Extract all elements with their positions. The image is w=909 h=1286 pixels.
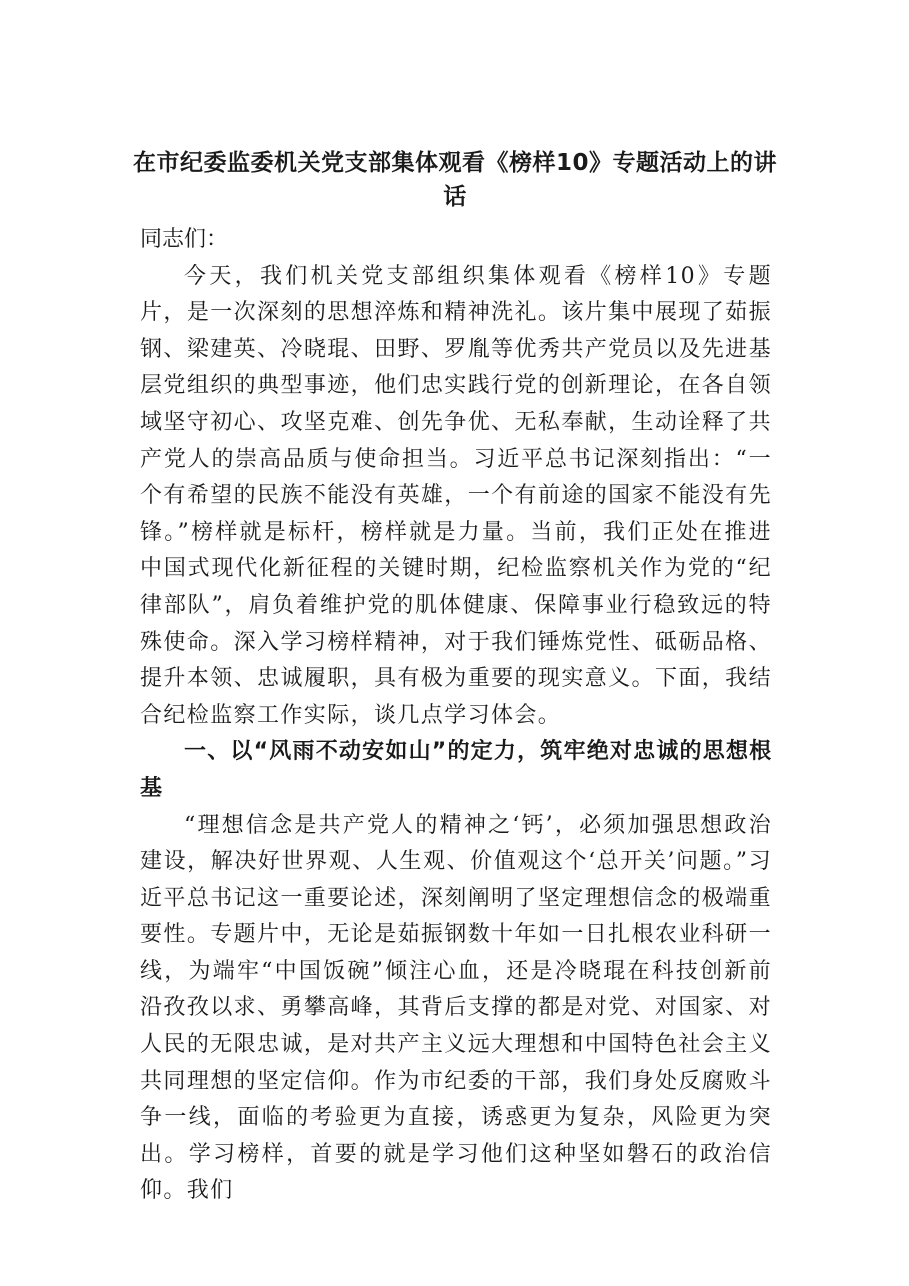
paragraph-section-1: “理想信念是共产党人的精神之‘钙’，必须加强思想政治建设，解决好世界观、人生观、价值观这个‘总开关’问题。”习近平总书记这一重要论述，深刻阐明了坚定理想信念的极端重要性。专题片中，无论是茹振钢数十年如一日扎根农业科研一线，为端牢“中国饭碗”倾注心血，还是冷晓琨在科技创新前沿孜孜以求、勇攀高峰，其背后支撑的都是对党、对国家、对人民的无限忠诚，是对共产主义远大理想和中国特色社会主义共同理想的坚定信仰。作为市纪委的干部，我们身处反腐败斗争一线，面临的考验更为直接，诱惑更为复杂，风险更为突出。学习榜样，首要的就是学习他们这种坚如磐石的政治信仰。我们 <box>140 812 772 1204</box>
document-body <box>140 222 772 1210</box>
salutation: 同志们： <box>140 227 229 252</box>
section-heading-1: 一、以“风雨不动安如山”的定力，筑牢绝对忠诚的思想根基 <box>140 739 772 801</box>
document-title: 在市纪委监委机关党支部集体观看《榜样10》专题活动上的讲话 <box>132 150 777 210</box>
paragraph-intro: 今天，我们机关党支部组织集体观看《榜样10》专题片，是一次深刻的思想淬炼和精神洗礼。该片集中展现了茹振钢、梁建英、冷晓琨、田野、罗胤等优秀共产党员以及先进基层党组织的典型事迹，他们忠实践行党的创新理论，在各自领域坚守初心、攻坚克难、创先争优、无私奉献，生动诠释了共产党人的崇高品质与使命担当。习近平总书记深刻指出：“一个有希望的民族不能没有英雄，一个有前途的国家不能没有先锋。”榜样就是标杆，榜样就是力量。当前，我们正处在推进中国式现代化新征程的关键时期，纪检监察机关作为党的“纪律部队”，肩负着维护党的肌体健康、保障事业行稳致远的特殊使命。深入学习榜样精神，对于我们锤炼党性、砥砺品格、提升本领、忠诚履职，具有极为重要的现实意义。下面，我结合纪检监察工作实际，谈几点学习体会。 <box>140 263 772 728</box>
